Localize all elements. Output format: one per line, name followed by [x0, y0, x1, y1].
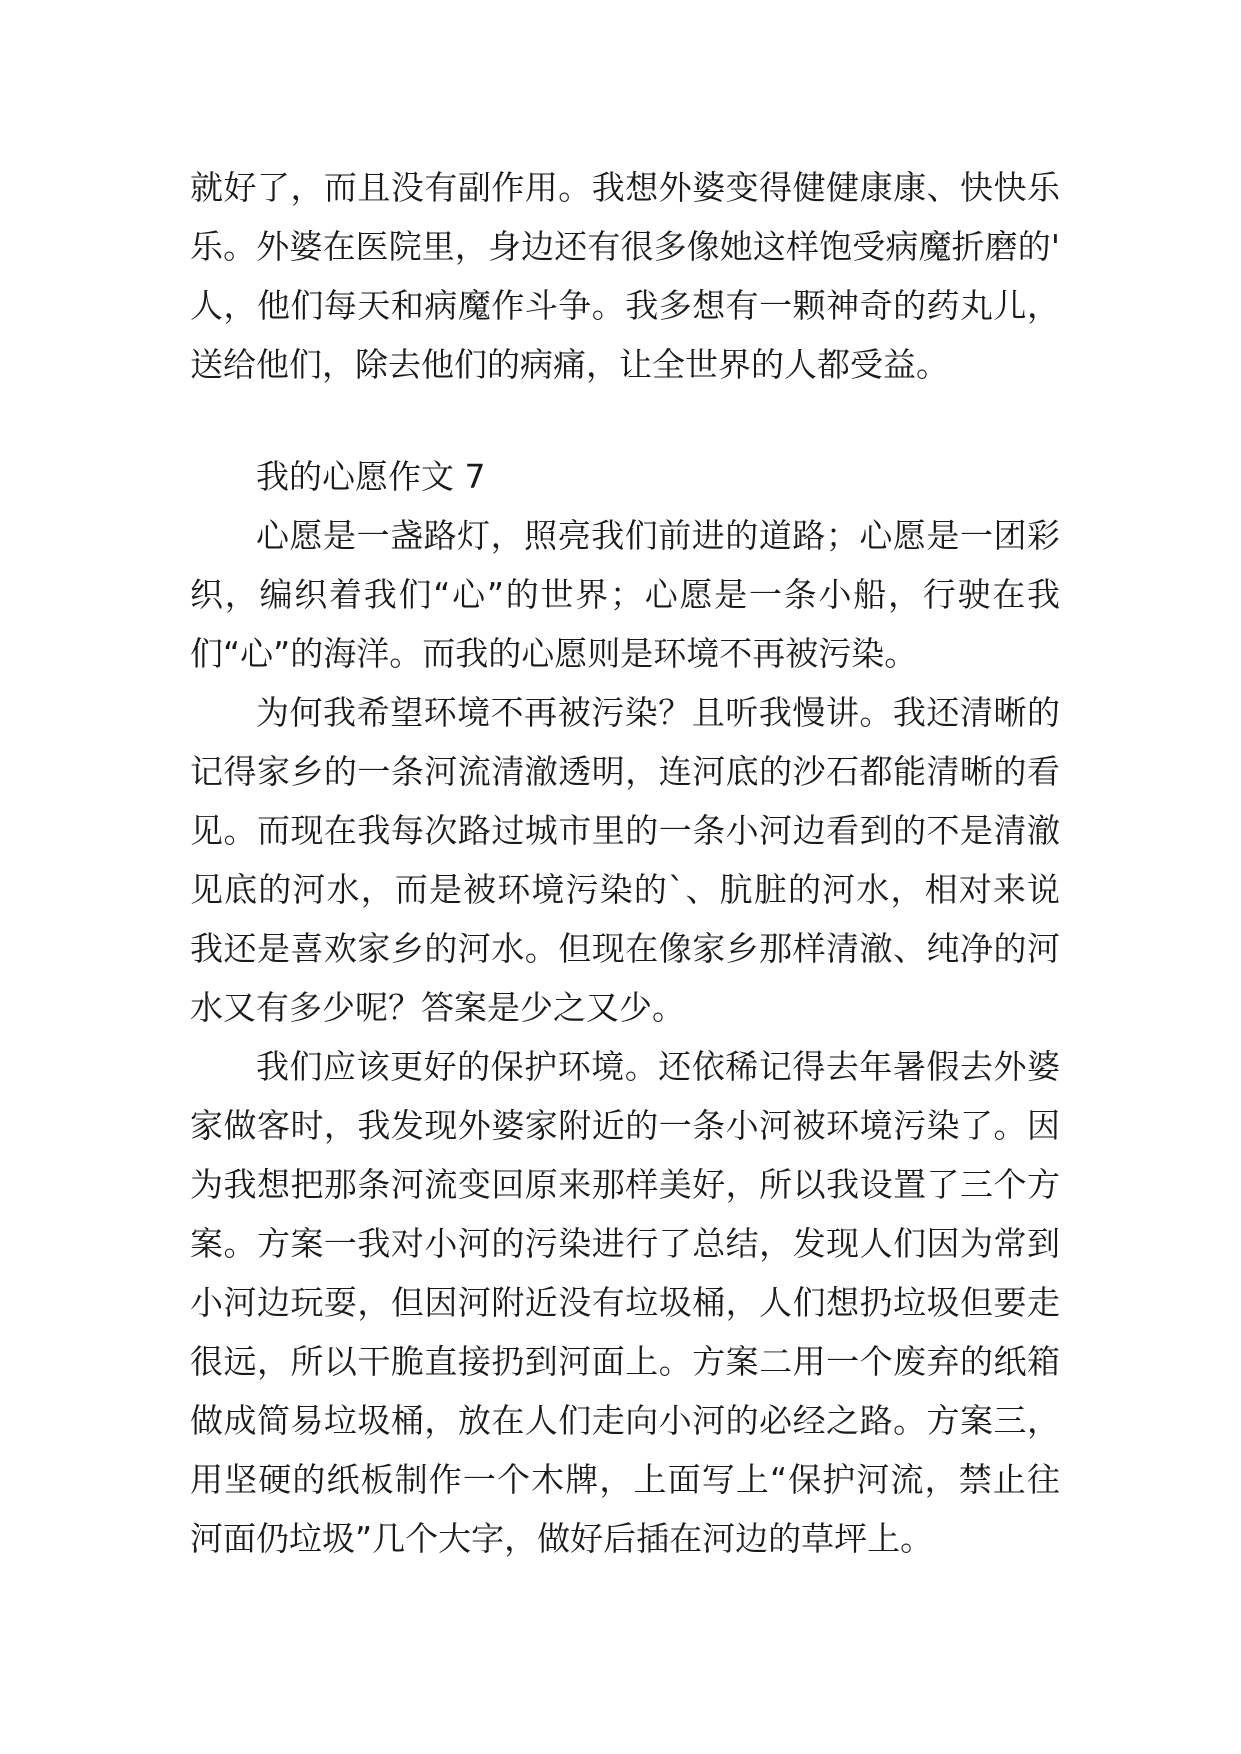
- paragraph: [190, 683, 1060, 1037]
- text-line: 用坚硬的纸板制作一个木牌，上面写上“保护河流，禁止往: [190, 1460, 1060, 1499]
- text-line: 人，他们每天和病魔作斗争。我多想有一颗神奇的药丸儿，: [190, 286, 1060, 325]
- document-body: [190, 158, 1060, 1568]
- text-line: 做成简易垃圾桶，放在人们走向小河的必经之路。方案三，: [190, 1401, 1060, 1440]
- text-line: 乐。外婆在医院里，身边还有很多像她这样饱受病魔折磨的': [190, 227, 1060, 266]
- section-title: 我的心愿作文 7: [256, 457, 486, 496]
- paragraph: [190, 1037, 1060, 1568]
- text-line: 们“心”的海洋。而我的心愿则是环境不再被污染。: [190, 634, 918, 673]
- text-line: 案。方案一我对小河的污染进行了总结，发现人们因为常到: [190, 1224, 1060, 1263]
- text-line: 见。而现在我每次路过城市里的一条小河边看到的不是清澈: [190, 811, 1060, 850]
- text-line: 织，编织着我们“心”的世界；心愿是一条小船，行驶在我: [190, 575, 1060, 614]
- text-line: 水又有多少呢？答案是少之又少。: [190, 988, 685, 1027]
- text-line: 小河边玩耍，但因河附近没有垃圾桶，人们想扔垃圾但要走: [190, 1283, 1060, 1322]
- text-line: 记得家乡的一条河流清澈透明，连河底的沙石都能清晰的看: [190, 752, 1060, 791]
- paragraph: [190, 506, 1060, 683]
- text-line: 见底的河水，而是被环境污染的`、肮脏的河水，相对来说: [190, 870, 1060, 909]
- text-line: 送给他们，除去他们的病痛，让全世界的人都受益。: [190, 345, 949, 384]
- text-line: 家做客时，我发现外婆家附近的一条小河被环境污染了。因: [190, 1106, 1060, 1145]
- text-line: 河面仍垃圾”几个大字，做好后插在河边的草坪上。: [190, 1519, 934, 1558]
- paragraph-continued: [190, 158, 1060, 394]
- text-line: 很远，所以干脆直接扔到河面上。方案二用一个废弃的纸箱: [190, 1342, 1060, 1381]
- section-spacer: [190, 394, 1060, 447]
- text-line: 心愿是一盏路灯，照亮我们前进的道路；心愿是一团彩: [256, 516, 1060, 555]
- text-line: 就好了，而且没有副作用。我想外婆变得健健康康、快快乐: [190, 168, 1060, 207]
- text-line: 为何我希望环境不再被污染？且听我慢讲。我还清晰的: [256, 693, 1060, 732]
- text-line: 为我想把那条河流变回原来那样美好，所以我设置了三个方: [190, 1165, 1060, 1204]
- text-line: 我们应该更好的保护环境。还依稀记得去年暑假去外婆: [256, 1047, 1060, 1086]
- text-line: 我还是喜欢家乡的河水。但现在像家乡那样清澈、纯净的河: [190, 929, 1060, 968]
